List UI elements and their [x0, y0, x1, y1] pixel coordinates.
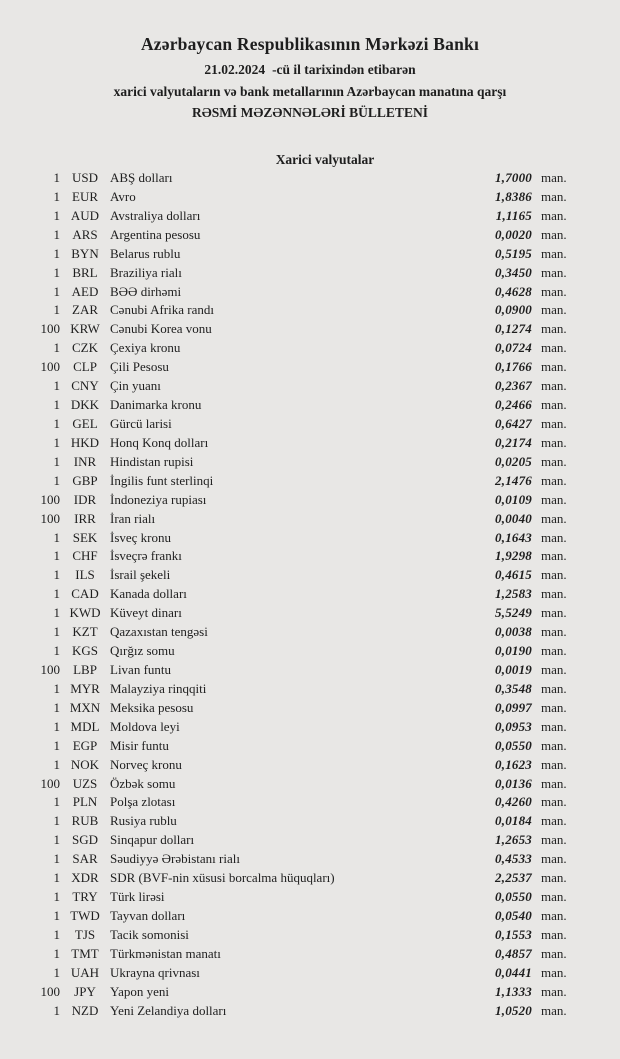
currency-name-cell: İsrail şekeli: [110, 567, 171, 583]
quantity-cell: 1: [53, 643, 60, 659]
rate-value-cell: 0,0038: [495, 624, 532, 640]
unit-cell: man.: [541, 567, 567, 583]
table-row: [0, 718, 578, 737]
table-row: [0, 547, 578, 566]
quantity-cell: 1: [53, 340, 60, 356]
currency-name-cell: Çexiya kronu: [110, 340, 181, 356]
rate-value-cell: 1,9298: [495, 548, 532, 564]
currency-name-cell: BƏƏ dirhəmi: [110, 283, 182, 299]
unit-cell: man.: [541, 188, 567, 204]
currency-name-cell: Özbək somu: [110, 775, 176, 791]
currency-name-cell: İsveçrə frankı: [110, 548, 182, 564]
rate-value-cell: 0,0724: [495, 340, 532, 356]
unit-cell: man.: [541, 870, 567, 886]
unit-cell: man.: [541, 964, 567, 980]
currency-name-cell: Tacik somonisi: [110, 926, 189, 942]
unit-cell: man.: [541, 548, 567, 564]
table-row: [0, 907, 578, 926]
currency-name-cell: SDR (BVF-nin xüsusi borcalma hüquqları): [110, 870, 335, 886]
unit-cell: man.: [541, 699, 567, 715]
rate-value-cell: 0,0550: [495, 889, 532, 905]
currency-name-cell: Avro: [110, 188, 136, 204]
unit-cell: man.: [541, 586, 567, 602]
currency-code-cell: CZK: [72, 340, 98, 356]
currency-name-cell: Çili Pesosu: [110, 359, 169, 375]
currency-name-cell: Qazaxıstan tengəsi: [110, 624, 208, 640]
unit-cell: man.: [541, 415, 567, 431]
currency-code-cell: UAH: [70, 964, 100, 980]
unit-cell: man.: [541, 680, 567, 696]
quantity-cell: 1: [53, 453, 60, 469]
currency-code-cell: GEL: [72, 415, 98, 431]
currency-code-cell: LBP: [73, 661, 97, 677]
quantity-cell: 100: [40, 321, 60, 337]
table-row: [0, 529, 578, 548]
table-row: [0, 377, 578, 396]
unit-cell: man.: [541, 472, 567, 488]
currency-code-cell: TRY: [72, 889, 98, 905]
currency-name-cell: Yeni Zelandiya dolları: [110, 1002, 227, 1018]
rate-value-cell: 0,3548: [495, 680, 532, 696]
currency-code-cell: EGP: [72, 737, 98, 753]
quantity-cell: 1: [53, 907, 60, 923]
unit-cell: man.: [541, 889, 567, 905]
rate-value-cell: 0,0019: [495, 661, 532, 677]
currency-name-cell: Honq Konq dolları: [110, 434, 209, 450]
currency-code-cell: ARS: [72, 226, 98, 242]
currency-code-cell: KZT: [72, 624, 98, 640]
currency-name-cell: Danimarka kronu: [110, 397, 202, 413]
rate-value-cell: 1,2653: [495, 832, 532, 848]
table-row: [0, 453, 578, 472]
rate-value-cell: 0,0020: [495, 226, 532, 242]
unit-cell: man.: [541, 775, 567, 791]
currency-name-cell: ABŞ dolları: [110, 170, 173, 185]
table-row: [0, 245, 578, 264]
unit-cell: man.: [541, 321, 567, 337]
table-row: [0, 775, 578, 794]
table-row: [0, 623, 578, 642]
quantity-cell: 1: [53, 567, 60, 583]
table-row: [0, 396, 578, 415]
currency-code-cell: TJS: [74, 926, 96, 942]
currency-name-cell: Səudiyyə Ərəbistanı rialı: [110, 851, 240, 867]
quantity-cell: 100: [40, 775, 60, 791]
table-row: [0, 1002, 578, 1021]
quantity-cell: 100: [40, 359, 60, 375]
currency-name-cell: Türkmənistan manatı: [110, 945, 221, 961]
quantity-cell: 100: [40, 510, 60, 526]
table-row: [0, 510, 578, 529]
rate-value-cell: 0,4628: [495, 283, 532, 299]
rate-value-cell: 1,0520: [495, 1002, 532, 1018]
table-row: [0, 737, 578, 756]
rate-value-cell: 0,4857: [495, 945, 532, 961]
bulletin-header: [0, 0, 620, 123]
rate-value-cell: 0,1553: [495, 926, 532, 942]
unit-cell: man.: [541, 264, 567, 280]
table-row: [0, 585, 578, 604]
currency-code-cell: CHF: [72, 548, 98, 564]
unit-cell: man.: [541, 794, 567, 810]
table-row: [0, 850, 578, 869]
rate-value-cell: 0,0205: [495, 453, 532, 469]
quantity-cell: 1: [53, 586, 60, 602]
currency-code-cell: SEK: [72, 529, 98, 545]
unit-cell: man.: [541, 832, 567, 848]
rate-value-cell: 2,1476: [495, 472, 532, 488]
quantity-cell: 1: [53, 699, 60, 715]
unit-cell: man.: [541, 926, 567, 942]
quantity-cell: 1: [53, 283, 60, 299]
table-row: [0, 945, 578, 964]
unit-cell: man.: [541, 529, 567, 545]
rate-value-cell: 0,0109: [495, 491, 532, 507]
currency-name-cell: Ukrayna qrivnası: [110, 964, 200, 980]
quantity-cell: 1: [53, 718, 60, 734]
rate-value-cell: 0,0540: [495, 907, 532, 923]
unit-cell: man.: [541, 491, 567, 507]
unit-cell: man.: [541, 643, 567, 659]
table-row: [0, 320, 578, 339]
quantity-cell: 1: [53, 170, 60, 185]
rate-value-cell: 1,1165: [495, 207, 532, 223]
unit-cell: man.: [541, 434, 567, 450]
quantity-cell: 1: [53, 207, 60, 223]
currency-name-cell: Argentina pesosu: [110, 226, 201, 242]
currency-name-cell: Qırğız somu: [110, 643, 175, 659]
quantity-cell: 1: [53, 851, 60, 867]
table-row: [0, 188, 578, 207]
effective-date: 21.02.2024: [204, 62, 266, 77]
unit-cell: man.: [541, 302, 567, 318]
quantity-cell: 1: [53, 605, 60, 621]
bank-name-title: Azərbaycan Respublikasının Mərkəzi Bankı: [140, 34, 480, 54]
table-row: [0, 358, 578, 377]
currency-name-cell: Gürcü larisi: [110, 415, 172, 431]
unit-cell: man.: [541, 170, 567, 185]
rate-value-cell: 0,0190: [495, 643, 532, 659]
quantity-cell: 1: [53, 472, 60, 488]
currency-code-cell: GBP: [72, 472, 98, 488]
currency-code-cell: CNY: [71, 378, 99, 394]
table-row: [0, 472, 578, 491]
table-row: [0, 207, 578, 226]
table-row: [0, 831, 578, 850]
currency-name-cell: Tayvan dolları: [110, 907, 186, 923]
currency-code-cell: IRR: [74, 510, 96, 526]
rate-value-cell: 1,7000: [495, 170, 532, 185]
subtitle-line-2: RƏSMİ MƏZƏNNƏLƏRİ BÜLLETENİ: [192, 105, 428, 120]
quantity-cell: 100: [40, 491, 60, 507]
currency-code-cell: IDR: [73, 491, 97, 507]
rate-value-cell: 0,1766: [495, 359, 532, 375]
currency-code-cell: CAD: [71, 586, 99, 602]
rates-table: [0, 169, 578, 1020]
unit-cell: man.: [541, 737, 567, 753]
currency-code-cell: UZS: [72, 775, 98, 791]
quantity-cell: 1: [53, 870, 60, 886]
currency-code-cell: MDL: [70, 718, 100, 734]
currency-name-cell: Polşa zlotası: [110, 794, 176, 810]
currency-code-cell: NZD: [71, 1002, 99, 1018]
currency-name-cell: İngilis funt sterlinqi: [110, 472, 214, 488]
rate-value-cell: 0,0441: [495, 964, 532, 980]
quantity-cell: 1: [53, 434, 60, 450]
table-row: [0, 415, 578, 434]
rate-value-cell: 0,0550: [495, 737, 532, 753]
rate-value-cell: 0,4260: [495, 794, 532, 810]
table-row: [0, 642, 578, 661]
currency-code-cell: KGS: [71, 643, 98, 659]
unit-cell: man.: [541, 813, 567, 829]
unit-cell: man.: [541, 661, 567, 677]
currency-name-cell: Cənubi Korea vonu: [110, 321, 212, 337]
table-row: [0, 169, 578, 188]
unit-cell: man.: [541, 605, 567, 621]
currency-code-cell: USD: [71, 170, 98, 185]
rate-value-cell: 0,0953: [495, 718, 532, 734]
quantity-cell: 1: [53, 624, 60, 640]
rate-value-cell: 0,2466: [495, 397, 532, 413]
rate-value-cell: 0,0900: [495, 302, 532, 318]
currency-code-cell: AUD: [70, 207, 100, 223]
quantity-cell: 1: [53, 813, 60, 829]
subtitle-line-1: xarici valyutaların və bank metallarının Azərbaycan manatına qarşı: [113, 84, 507, 99]
quantity-cell: 1: [53, 548, 60, 564]
currency-name-cell: Malayziya rinqqiti: [110, 680, 207, 696]
rate-value-cell: 1,8386: [495, 188, 532, 204]
quantity-cell: 1: [53, 889, 60, 905]
currency-name-cell: Belarus rublu: [110, 245, 181, 261]
table-row: [0, 491, 578, 510]
currency-name-cell: Hindistan rupisi: [110, 453, 194, 469]
currency-code-cell: JPY: [74, 983, 96, 999]
currency-name-cell: Meksika pesosu: [110, 699, 194, 715]
quantity-cell: 1: [53, 926, 60, 942]
table-row: [0, 566, 578, 585]
quantity-cell: 1: [53, 1002, 60, 1018]
currency-code-cell: SGD: [71, 832, 98, 848]
table-row: [0, 434, 578, 453]
currency-name-cell: Kanada dolları: [110, 586, 187, 602]
quantity-cell: 1: [53, 226, 60, 242]
rate-value-cell: 1,2583: [495, 586, 532, 602]
rate-value-cell: 0,0184: [495, 813, 532, 829]
currency-code-cell: NOK: [70, 756, 100, 772]
currency-code-cell: MXN: [69, 699, 101, 715]
rate-value-cell: 0,4615: [495, 567, 532, 583]
currency-code-cell: INR: [73, 453, 97, 469]
quantity-cell: 1: [53, 188, 60, 204]
currency-name-cell: İran rialı: [110, 510, 156, 526]
currency-code-cell: RUB: [71, 813, 99, 829]
currency-name-cell: Moldova leyi: [110, 718, 180, 734]
table-row: [0, 226, 578, 245]
rate-value-cell: 0,0997: [495, 699, 532, 715]
unit-cell: man.: [541, 718, 567, 734]
section-title-foreign-currencies: Xarici valyutalar: [275, 152, 375, 167]
unit-cell: man.: [541, 983, 567, 999]
quantity-cell: 1: [53, 680, 60, 696]
table-row: [0, 283, 578, 302]
unit-cell: man.: [541, 397, 567, 413]
quantity-cell: 1: [53, 945, 60, 961]
rate-value-cell: 0,0136: [495, 775, 532, 791]
unit-cell: man.: [541, 510, 567, 526]
unit-cell: man.: [541, 245, 567, 261]
rate-value-cell: 0,1274: [495, 321, 532, 337]
table-row: [0, 926, 578, 945]
rate-value-cell: 0,1623: [495, 756, 532, 772]
currency-code-cell: KWD: [69, 605, 101, 621]
unit-cell: man.: [541, 226, 567, 242]
rate-value-cell: 0,2367: [495, 378, 532, 394]
currency-name-cell: Braziliya rialı: [110, 264, 182, 280]
unit-cell: man.: [541, 340, 567, 356]
quantity-cell: 1: [53, 245, 60, 261]
quantity-cell: 1: [53, 264, 60, 280]
currency-code-cell: EUR: [72, 188, 98, 204]
currency-code-cell: BRL: [72, 264, 98, 280]
table-row: [0, 661, 578, 680]
quantity-cell: 1: [53, 756, 60, 772]
quantity-cell: 1: [53, 832, 60, 848]
quantity-cell: 1: [53, 964, 60, 980]
unit-cell: man.: [541, 756, 567, 772]
unit-cell: man.: [541, 453, 567, 469]
rate-value-cell: 0,0040: [495, 510, 532, 526]
table-row: [0, 793, 578, 812]
unit-cell: man.: [541, 207, 567, 223]
currency-code-cell: DKK: [70, 397, 100, 413]
table-row: [0, 888, 578, 907]
table-row: [0, 869, 578, 888]
currency-code-cell: SAR: [72, 851, 98, 867]
unit-cell: man.: [541, 907, 567, 923]
currency-code-cell: PLN: [72, 794, 98, 810]
rate-value-cell: 1,1333: [495, 983, 532, 999]
currency-name-cell: Çin yuanı: [110, 378, 161, 394]
unit-cell: man.: [541, 378, 567, 394]
unit-cell: man.: [541, 359, 567, 375]
currency-code-cell: XDR: [71, 870, 99, 886]
effective-date-suffix: -cü il tarixindən etibarən: [272, 62, 416, 77]
currency-name-cell: İndoneziya rupiası: [110, 491, 207, 507]
currency-code-cell: CLP: [73, 359, 97, 375]
rate-value-cell: 0,6427: [495, 415, 532, 431]
rate-value-cell: 0,4533: [495, 851, 532, 867]
currency-name-cell: Rusiya rublu: [110, 813, 177, 829]
rate-value-cell: 0,2174: [495, 434, 532, 450]
quantity-cell: 1: [53, 378, 60, 394]
currency-name-cell: Misir funtu: [110, 737, 169, 753]
rate-value-cell: 0,5195: [495, 245, 532, 261]
currency-code-cell: AED: [71, 283, 99, 299]
currency-name-cell: Küveyt dinarı: [110, 605, 182, 621]
currency-code-cell: ILS: [75, 567, 95, 583]
currency-name-cell: Sinqapur dolları: [110, 832, 195, 848]
rate-value-cell: 5,5249: [495, 605, 532, 621]
quantity-cell: 1: [53, 737, 60, 753]
table-row: [0, 756, 578, 775]
table-row: [0, 699, 578, 718]
quantity-cell: 1: [53, 302, 60, 318]
currency-name-cell: Livan funtu: [110, 661, 172, 677]
quantity-cell: 1: [53, 529, 60, 545]
currency-name-cell: Norveç kronu: [110, 756, 182, 772]
quantity-cell: 100: [40, 983, 60, 999]
currency-code-cell: HKD: [70, 434, 100, 450]
rate-value-cell: 2,2537: [495, 870, 532, 886]
table-row: [0, 301, 578, 320]
currency-name-cell: Yapon yeni: [110, 983, 169, 999]
unit-cell: man.: [541, 624, 567, 640]
quantity-cell: 1: [53, 415, 60, 431]
currency-code-cell: BYN: [71, 245, 99, 261]
currency-name-cell: Türk lirəsi: [110, 889, 165, 905]
rate-value-cell: 0,3450: [495, 264, 532, 280]
table-row: [0, 264, 578, 283]
rate-value-cell: 0,1643: [495, 529, 532, 545]
currency-code-cell: TMT: [71, 945, 99, 961]
currency-code-cell: KRW: [70, 321, 100, 337]
currency-name-cell: Avstraliya dolları: [110, 207, 201, 223]
unit-cell: man.: [541, 283, 567, 299]
quantity-cell: 1: [53, 397, 60, 413]
table-row: [0, 339, 578, 358]
quantity-cell: 1: [53, 794, 60, 810]
effective-date-line: [0, 59, 620, 81]
table-row: [0, 812, 578, 831]
unit-cell: man.: [541, 851, 567, 867]
currency-code-cell: MYR: [70, 680, 100, 696]
table-row: [0, 983, 578, 1002]
unit-cell: man.: [541, 945, 567, 961]
table-row: [0, 680, 578, 699]
unit-cell: man.: [541, 1002, 567, 1018]
currency-name-cell: Cənubi Afrika randı: [110, 302, 214, 318]
currency-code-cell: ZAR: [72, 302, 98, 318]
currency-code-cell: TWD: [70, 907, 100, 923]
quantity-cell: 100: [40, 661, 60, 677]
table-row: [0, 964, 578, 983]
currency-name-cell: İsveç kronu: [110, 529, 172, 545]
table-row: [0, 604, 578, 623]
